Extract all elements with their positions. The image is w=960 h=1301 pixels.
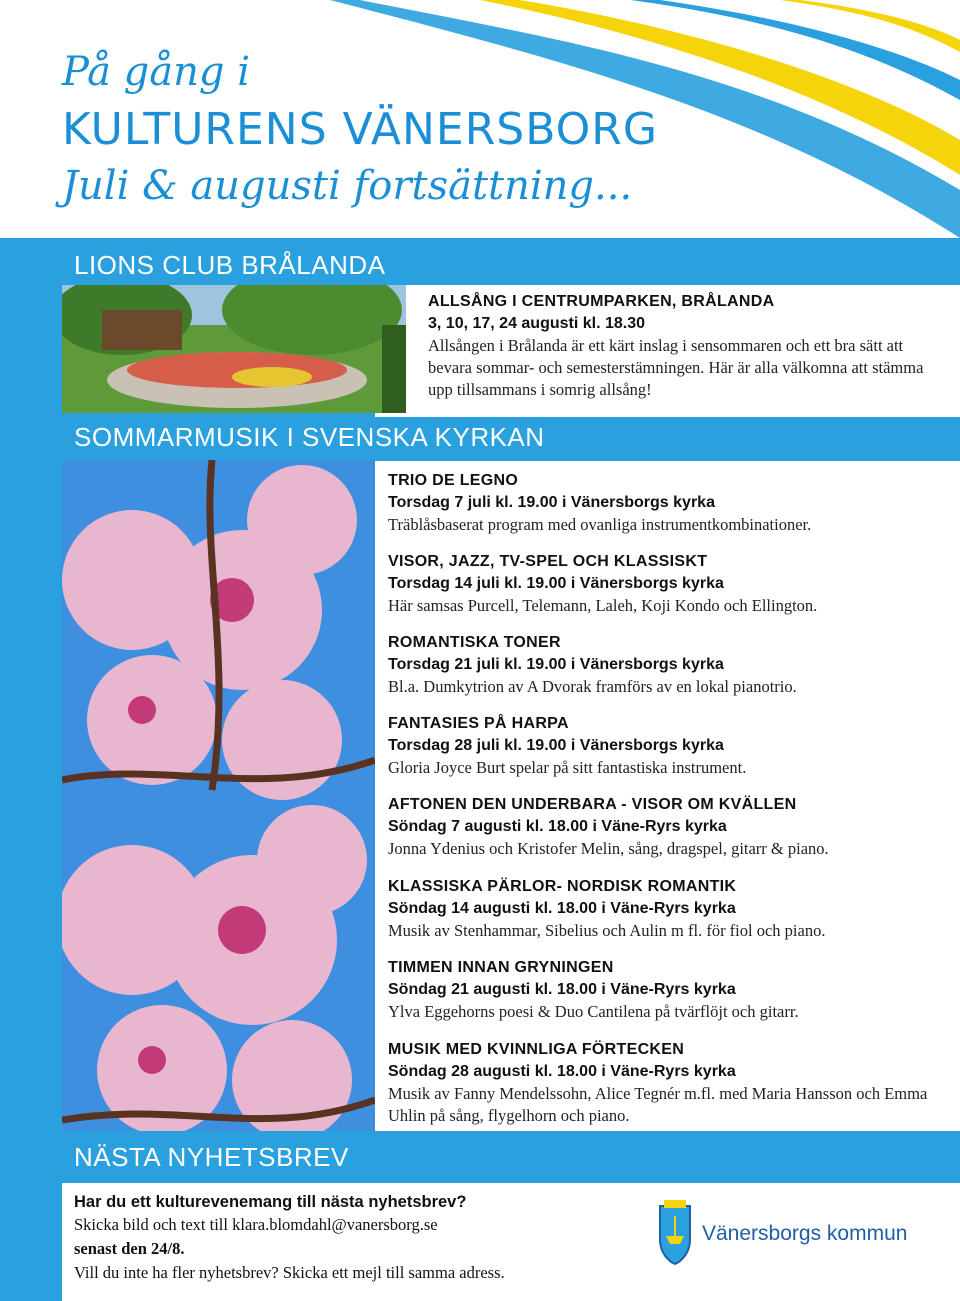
event-item (388, 632, 953, 698)
event-item (388, 1039, 953, 1127)
coat-of-arms-icon (654, 1200, 696, 1266)
nasta-heading: NÄSTA NYHETSBREV (74, 1142, 349, 1172)
event-date: Torsdag 21 juli kl. 19.00 i Vänersborgs kyrka (388, 656, 724, 673)
allsang-event (428, 291, 928, 401)
event-item (388, 876, 953, 942)
event-title: ROMANTISKA TONER (388, 634, 561, 651)
header (0, 0, 960, 238)
event-item (388, 713, 953, 779)
event-date: Söndag 28 augusti kl. 18.00 i Väne-Ryrs kyrka (388, 1063, 736, 1080)
event-date: Torsdag 28 juli kl. 19.00 i Vänersborgs kyrka (388, 737, 724, 754)
event-description: Allsången i Brålanda är ett kärt inslag i sensommaren och ett bra sätt att bevara sommar- och semesterstämningen. Här är alla välkomna att stämma upp tillsammans i somrig allsång! (428, 336, 924, 399)
event-description: Bl.a. Dumkytrion av A Dvorak framförs av en lokal pianotrio. (388, 677, 797, 696)
event-title: TRIO DE LEGNO (388, 472, 519, 489)
event-title: KLASSISKA PÄRLOR- NORDISK ROMANTIK (388, 878, 737, 895)
event-description: Gloria Joyce Burt spelar på sitt fantastiska instrument. (388, 758, 747, 777)
event-date: Söndag 14 augusti kl. 18.00 i Väne-Ryrs kyrka (388, 900, 736, 917)
event-title: FANTASIES PÅ HARPA (388, 715, 569, 732)
event-description: Musik av Stenhammar, Sibelius och Aulin m fl. för fiol och piano. (388, 921, 826, 940)
event-description: Här samsas Purcell, Telemann, Laleh, Koji Kondo och Ellington. (388, 596, 818, 615)
park-photo (62, 285, 406, 413)
title-line-2: KULTURENS VÄNERSBORG (62, 104, 658, 155)
event-item (388, 957, 953, 1023)
lions-heading: LIONS CLUB BRÅLANDA (74, 250, 386, 280)
event-item (388, 794, 953, 860)
flower-photo (62, 460, 375, 1140)
event-title: AFTONEN DEN UNDERBARA - VISOR OM KVÄLLEN (388, 796, 797, 813)
event-title: MUSIK MED KVINNLIGA FÖRTECKEN (388, 1041, 685, 1058)
sommarmusik-heading: SOMMARMUSIK I SVENSKA KYRKAN (74, 422, 545, 452)
municipality-logo-text: Vänersborgs kommun (702, 1222, 908, 1245)
title-line-3: Juli & augusti fortsättning... (62, 163, 633, 209)
footer-question: Har du ett kulturevenemang till nästa nyhetsbrev? (74, 1193, 467, 1211)
footer-deadline: senast den 24/8. (74, 1239, 185, 1258)
event-description: Ylva Eggehorns poesi & Duo Cantilena på tvärflöjt och gitarr. (388, 1002, 799, 1021)
event-item (388, 470, 953, 536)
event-description: Musik av Fanny Mendelssohn, Alice Tegnér m.fl. med Maria Hansson och Emma Uhlin på sång, flygelhorn och piano. (388, 1084, 928, 1125)
event-date: Söndag 7 augusti kl. 18.00 i Väne-Ryrs kyrka (388, 818, 727, 835)
footer-unsubscribe: Vill du inte ha fler nyhetsbrev? Skicka ett mejl till samma adress. (74, 1263, 505, 1282)
event-date: Torsdag 7 juli kl. 19.00 i Vänersborgs kyrka (388, 494, 715, 511)
event-date: Torsdag 14 juli kl. 19.00 i Vänersborgs kyrka (388, 575, 724, 592)
footer-send: Skicka bild och text till klara.blomdahl@vanersborg.se (74, 1215, 438, 1234)
event-description: Träblåsbaserat program med ovanliga instrumentkombinationer. (388, 515, 812, 534)
event-title: VISOR, JAZZ, TV-SPEL OCH KLASSISKT (388, 553, 708, 570)
title-line-1: På gång i (62, 49, 251, 95)
event-item (388, 551, 953, 617)
event-title: TIMMEN INNAN GRYNINGEN (388, 959, 614, 976)
event-date: 3, 10, 17, 24 augusti kl. 18.30 (428, 315, 646, 332)
event-date: Söndag 21 augusti kl. 18.00 i Väne-Ryrs kyrka (388, 981, 736, 998)
event-title: ALLSÅNG I CENTRUMPARKEN, BRÅLANDA (428, 293, 775, 310)
event-description: Jonna Ydenius och Kristofer Melin, sång, dragspel, gitarr & piano. (388, 839, 829, 858)
